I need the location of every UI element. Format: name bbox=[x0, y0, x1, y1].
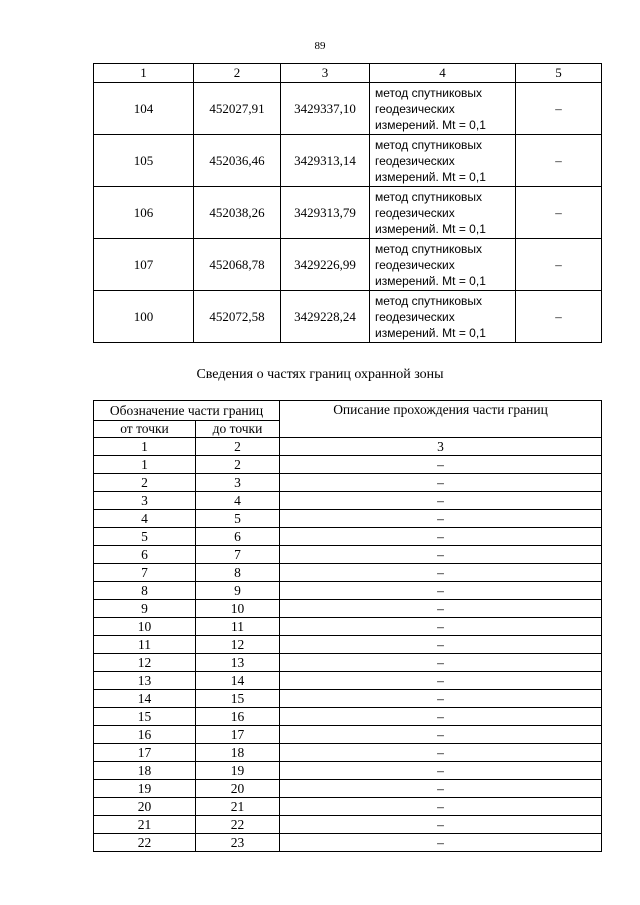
from-point: 5 bbox=[94, 528, 196, 546]
description-dash: – bbox=[280, 618, 602, 636]
boundary-part-row bbox=[94, 798, 602, 816]
coordinate-row bbox=[94, 239, 602, 291]
note-dash: – bbox=[516, 291, 602, 343]
point-number: 100 bbox=[94, 291, 194, 343]
method-line: измерений. Mt = 0,1 bbox=[375, 325, 486, 340]
method-line: измерений. Mt = 0,1 bbox=[375, 221, 486, 236]
from-point: 18 bbox=[94, 762, 196, 780]
method-line: геодезических bbox=[375, 205, 455, 220]
from-point: 10 bbox=[94, 618, 196, 636]
measurement-method bbox=[370, 135, 516, 187]
coordinate-row bbox=[94, 135, 602, 187]
numbering-cell: 1 bbox=[94, 438, 196, 456]
boundary-part-row bbox=[94, 636, 602, 654]
from-point: 13 bbox=[94, 672, 196, 690]
description-dash: – bbox=[280, 582, 602, 600]
to-point: 5 bbox=[196, 510, 280, 528]
from-point: 15 bbox=[94, 708, 196, 726]
from-point: 19 bbox=[94, 780, 196, 798]
to-point: 17 bbox=[196, 726, 280, 744]
parts-header-row bbox=[94, 401, 602, 421]
boundary-part-row bbox=[94, 690, 602, 708]
column-number-2: 2 bbox=[194, 64, 281, 83]
to-point: 12 bbox=[196, 636, 280, 654]
to-point: 3 bbox=[196, 474, 280, 492]
method-line: метод спутниковых bbox=[375, 241, 483, 256]
boundary-parts-table bbox=[93, 400, 602, 852]
note-dash: – bbox=[516, 83, 602, 135]
to-point: 21 bbox=[196, 798, 280, 816]
numbering-cell: 3 bbox=[280, 438, 602, 456]
description-dash: – bbox=[280, 600, 602, 618]
method-line: метод спутниковых bbox=[375, 85, 483, 100]
to-point: 18 bbox=[196, 744, 280, 762]
header-to-point: до точки bbox=[196, 421, 280, 438]
header-boundary-part: Обозначение части границ bbox=[94, 401, 280, 421]
column-number-3: 3 bbox=[281, 64, 370, 83]
y-coordinate: 3429228,24 bbox=[281, 291, 370, 343]
coordinate-row bbox=[94, 291, 602, 343]
column-number-1: 1 bbox=[94, 64, 194, 83]
section-title: Сведения о частях границ охранной зоны bbox=[196, 367, 444, 382]
boundary-part-row bbox=[94, 528, 602, 546]
to-point: 10 bbox=[196, 600, 280, 618]
y-coordinate: 3429313,14 bbox=[281, 135, 370, 187]
from-point: 21 bbox=[94, 816, 196, 834]
description-dash: – bbox=[280, 816, 602, 834]
boundary-part-row bbox=[94, 546, 602, 564]
description-dash: – bbox=[280, 654, 602, 672]
to-point: 6 bbox=[196, 528, 280, 546]
description-dash: – bbox=[280, 780, 602, 798]
description-dash: – bbox=[280, 708, 602, 726]
from-point: 8 bbox=[94, 582, 196, 600]
y-coordinate: 3429313,79 bbox=[281, 187, 370, 239]
method-line: геодезических bbox=[375, 153, 455, 168]
boundary-part-row bbox=[94, 456, 602, 474]
from-point: 17 bbox=[94, 744, 196, 762]
point-number: 107 bbox=[94, 239, 194, 291]
boundary-part-row bbox=[94, 762, 602, 780]
description-dash: – bbox=[280, 492, 602, 510]
point-number: 106 bbox=[94, 187, 194, 239]
boundary-part-row bbox=[94, 672, 602, 690]
x-coordinate: 452068,78 bbox=[194, 239, 281, 291]
method-line: измерений. Mt = 0,1 bbox=[375, 273, 486, 288]
from-point: 1 bbox=[94, 456, 196, 474]
boundary-part-row bbox=[94, 510, 602, 528]
boundary-part-row bbox=[94, 708, 602, 726]
description-dash: – bbox=[280, 510, 602, 528]
from-point: 4 bbox=[94, 510, 196, 528]
x-coordinate: 452072,58 bbox=[194, 291, 281, 343]
parts-numbering-row bbox=[94, 438, 602, 456]
from-point: 20 bbox=[94, 798, 196, 816]
point-number: 104 bbox=[94, 83, 194, 135]
method-line: измерений. Mt = 0,1 bbox=[375, 117, 486, 132]
measurement-method bbox=[370, 239, 516, 291]
column-number-5: 5 bbox=[516, 64, 602, 83]
to-point: 22 bbox=[196, 816, 280, 834]
description-dash: – bbox=[280, 636, 602, 654]
to-point: 23 bbox=[196, 834, 280, 852]
numbering-cell: 2 bbox=[196, 438, 280, 456]
note-dash: – bbox=[516, 239, 602, 291]
boundary-part-row bbox=[94, 654, 602, 672]
boundary-part-row bbox=[94, 816, 602, 834]
boundary-part-row bbox=[94, 780, 602, 798]
to-point: 16 bbox=[196, 708, 280, 726]
description-dash: – bbox=[280, 474, 602, 492]
description-dash: – bbox=[280, 726, 602, 744]
to-point: 7 bbox=[196, 546, 280, 564]
coordinate-row bbox=[94, 187, 602, 239]
measurement-method bbox=[370, 291, 516, 343]
note-dash: – bbox=[516, 187, 602, 239]
to-point: 2 bbox=[196, 456, 280, 474]
page-number: 89 bbox=[314, 40, 326, 52]
description-dash: – bbox=[280, 528, 602, 546]
boundary-part-row bbox=[94, 600, 602, 618]
boundary-part-row bbox=[94, 492, 602, 510]
method-line: измерений. Mt = 0,1 bbox=[375, 169, 486, 184]
to-point: 14 bbox=[196, 672, 280, 690]
header-description: Описание прохождения части границ bbox=[280, 401, 602, 438]
coordinates-header-row bbox=[94, 64, 602, 83]
method-line: метод спутниковых bbox=[375, 293, 483, 308]
to-point: 19 bbox=[196, 762, 280, 780]
note-dash: – bbox=[516, 135, 602, 187]
description-dash: – bbox=[280, 762, 602, 780]
to-point: 15 bbox=[196, 690, 280, 708]
coordinates-table bbox=[93, 63, 602, 343]
method-line: метод спутниковых bbox=[375, 189, 483, 204]
column-number-4: 4 bbox=[370, 64, 516, 83]
boundary-part-row bbox=[94, 744, 602, 762]
description-dash: – bbox=[280, 834, 602, 852]
from-point: 16 bbox=[94, 726, 196, 744]
from-point: 6 bbox=[94, 546, 196, 564]
coordinate-row bbox=[94, 83, 602, 135]
to-point: 20 bbox=[196, 780, 280, 798]
from-point: 2 bbox=[94, 474, 196, 492]
y-coordinate: 3429337,10 bbox=[281, 83, 370, 135]
from-point: 9 bbox=[94, 600, 196, 618]
description-dash: – bbox=[280, 546, 602, 564]
boundary-part-row bbox=[94, 564, 602, 582]
boundary-part-row bbox=[94, 618, 602, 636]
y-coordinate: 3429226,99 bbox=[281, 239, 370, 291]
to-point: 4 bbox=[196, 492, 280, 510]
measurement-method bbox=[370, 187, 516, 239]
description-dash: – bbox=[280, 564, 602, 582]
from-point: 12 bbox=[94, 654, 196, 672]
point-number: 105 bbox=[94, 135, 194, 187]
to-point: 8 bbox=[196, 564, 280, 582]
measurement-method bbox=[370, 83, 516, 135]
boundary-part-row bbox=[94, 474, 602, 492]
from-point: 3 bbox=[94, 492, 196, 510]
from-point: 22 bbox=[94, 834, 196, 852]
description-dash: – bbox=[280, 798, 602, 816]
from-point: 7 bbox=[94, 564, 196, 582]
to-point: 13 bbox=[196, 654, 280, 672]
from-point: 11 bbox=[94, 636, 196, 654]
to-point: 11 bbox=[196, 618, 280, 636]
description-dash: – bbox=[280, 744, 602, 762]
x-coordinate: 452036,46 bbox=[194, 135, 281, 187]
x-coordinate: 452038,26 bbox=[194, 187, 281, 239]
method-line: метод спутниковых bbox=[375, 137, 483, 152]
x-coordinate: 452027,91 bbox=[194, 83, 281, 135]
from-point: 14 bbox=[94, 690, 196, 708]
method-line: геодезических bbox=[375, 309, 455, 324]
method-line: геодезических bbox=[375, 101, 455, 116]
description-dash: – bbox=[280, 690, 602, 708]
to-point: 9 bbox=[196, 582, 280, 600]
boundary-part-row bbox=[94, 726, 602, 744]
boundary-part-row bbox=[94, 834, 602, 852]
boundary-part-row bbox=[94, 582, 602, 600]
method-line: геодезических bbox=[375, 257, 455, 272]
description-dash: – bbox=[280, 672, 602, 690]
description-dash: – bbox=[280, 456, 602, 474]
header-from-point: от точки bbox=[94, 421, 196, 438]
